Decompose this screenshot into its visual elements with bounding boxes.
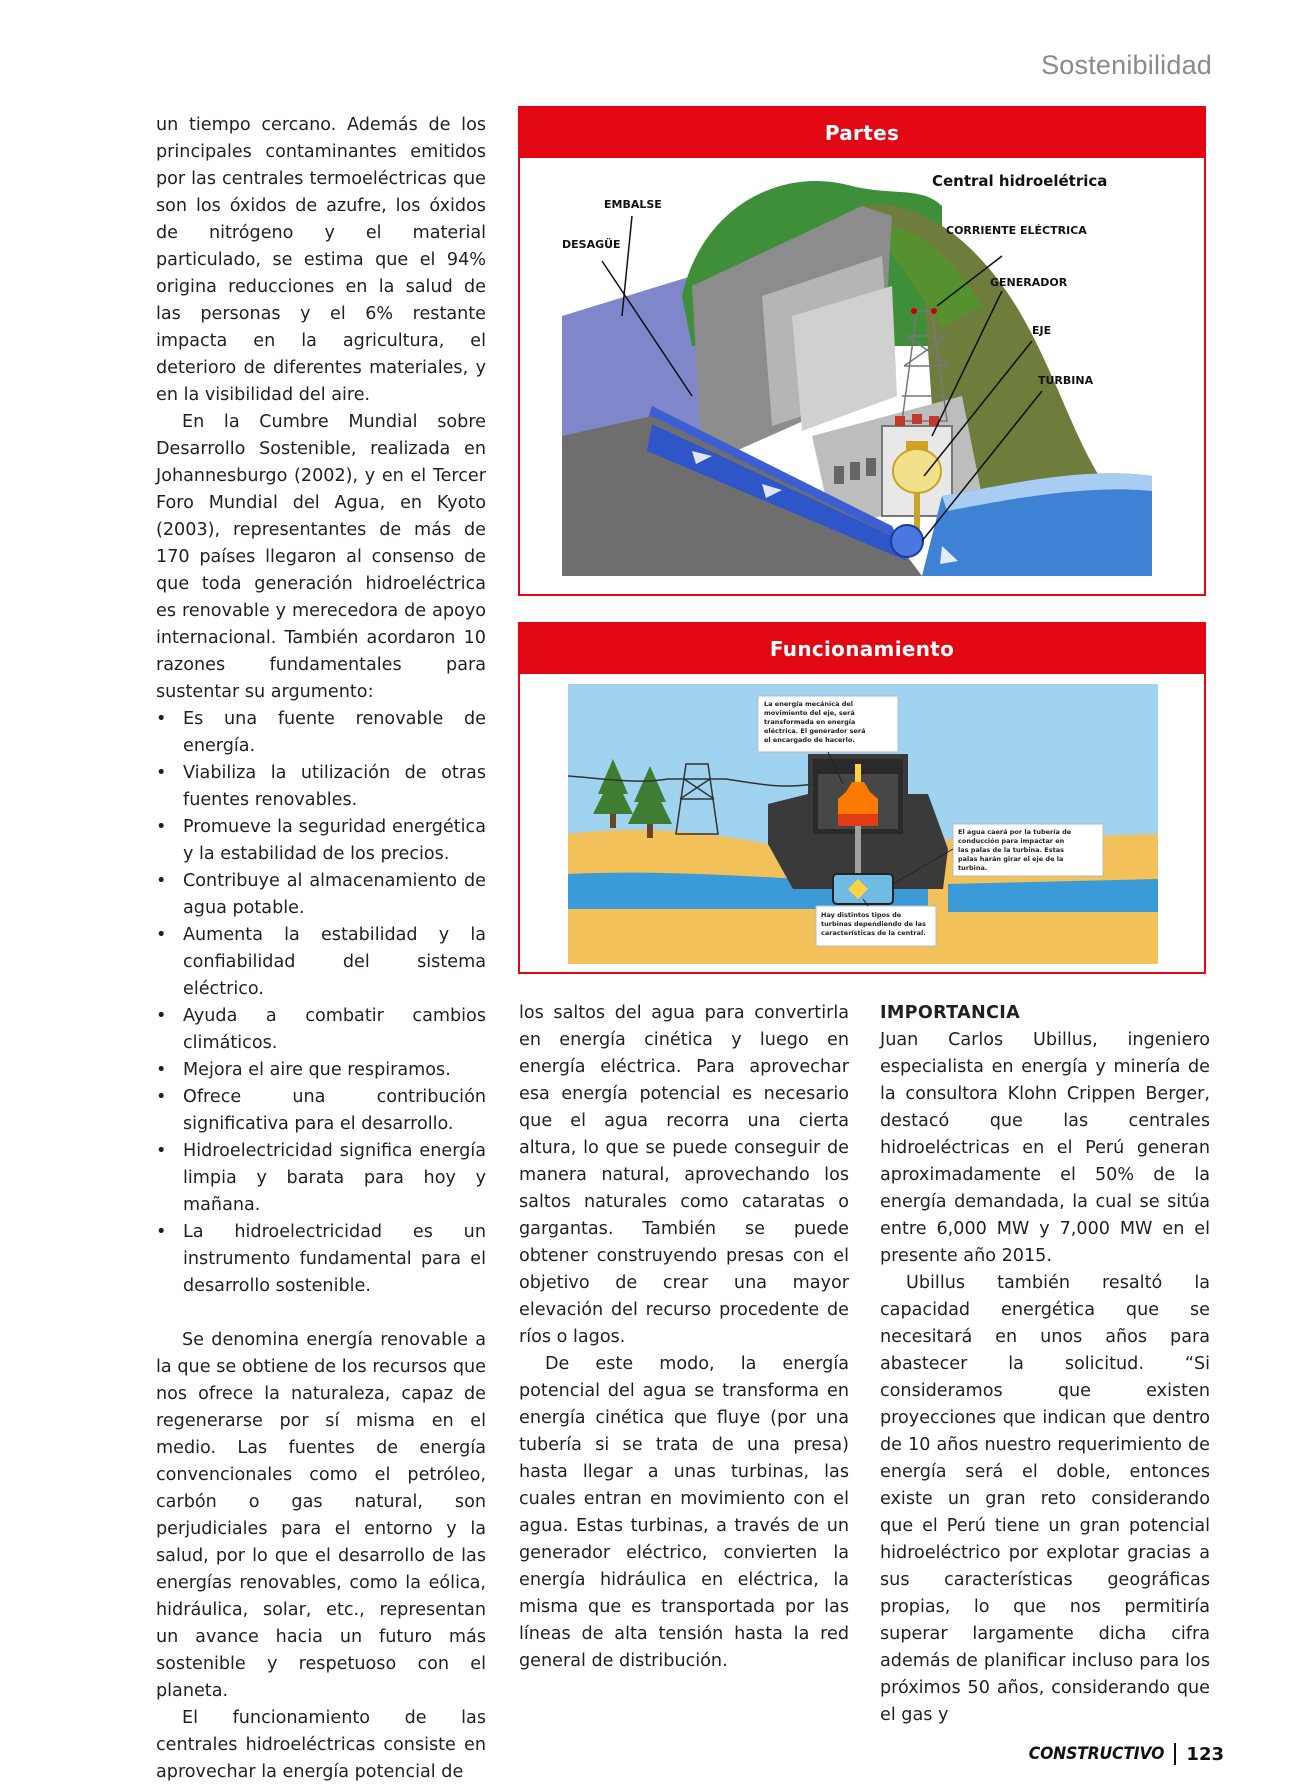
reasons-list: [156, 706, 486, 1300]
reason-item: • Mejora el aire que respiramos.: [156, 1057, 486, 1084]
reason-item: • Viabiliza la utilización de otras fuentes renovables.: [156, 760, 486, 814]
hydroelectric-plant-illustration: [562, 166, 1152, 588]
note-water: El agua caerá por la tubería de conducción para impactar en las palas de la turbina. Estas palas harán girar el eje de la turbina.: [958, 828, 1072, 872]
reason-item: • Promueve la seguridad energética y la estabilidad de los precios.: [156, 814, 486, 868]
reason-item: • Ofrece una contribución significativa para el desarrollo.: [156, 1084, 486, 1138]
col3-paragraph-1: Juan Carlos Ubillus, ingeniero especialista en energía y minería de la consultora Klohn Crippen Berger, destacó que las centrales hidroeléctricas en el Perú generan aproximadamente el 50% de la energía demandada, la cual se sitúa entre 6,000 MW y 7,000 MW en el presente año 2015.: [880, 1030, 1210, 1266]
label-turbina: TURBINA: [1038, 374, 1094, 387]
reason-item: • Ayuda a combatir cambios climáticos.: [156, 1003, 486, 1057]
col1-paragraph-1: un tiempo cercano. Además de los principales contaminantes emitidos por las centrales termoeléctricas que son los óxidos de azufre, los óxidos de nitrógeno y el material particulado, se estima que el 94% origina reducciones en la salud de las personas y el 6% restante impacta en la agricultura, el deterioro de diferentes materiales, y en la visibilidad del aire.: [156, 115, 486, 405]
reason-item: • Es una fuente renovable de energía.: [156, 706, 486, 760]
reason-item: • Aumenta la estabilidad y la confiabilidad del sistema eléctrico.: [156, 922, 486, 1003]
col1-paragraph-4: El funcionamiento de las centrales hidroeléctricas consiste en aprovechar la energía potencial de: [156, 1708, 486, 1782]
label-embalse: EMBALSE: [604, 198, 662, 211]
col1-paragraph-3: Se denomina energía renovable a la que se obtiene de los recursos que nos ofrece la naturaleza, capaz de regenerarse por sí misma en el medio. Las fuentes de energía convencionales como el petróleo, carbón o gas natural, son perjudiciales para el entorno y la salud, por lo que el desarrollo de las energías renovables, como la eólica, hidráulica, solar, etc., representan un avance hacia un futuro más sostenible y respetuoso con el planeta.: [156, 1330, 486, 1701]
page-footer: [1017, 1742, 1224, 1766]
label-desague: DESAGÜE: [562, 238, 621, 251]
note-turbines: Hay distintos tipos de turbinas dependiendo de las características de la central.: [821, 911, 926, 937]
reason-item: • La hidroelectricidad es un instrumento fundamental para el desarrollo sostenible.: [156, 1219, 486, 1300]
hydro-operation-illustration: [568, 684, 1158, 964]
label-eje: EJE: [1032, 324, 1052, 337]
page-number: 123: [1186, 1743, 1224, 1765]
col3-paragraph-2: Ubillus también resaltó la capacidad energética que se necesitará en unos años para abastecer la solicitud. “Si consideramos que existen proyecciones que indican que dentro de 10 años nuestro requerimiento de energía será el doble, entonces existe un gran reto considerando que el Perú tiene un gran potencial hidroeléctrico por explotar gracias a sus características geográficas propias, lo que nos permitiría superar largamente dicha cifra además de planificar incluso para los próximos 50 años, considerando que el gas y: [880, 1273, 1210, 1725]
column-3: [880, 1000, 1210, 1729]
reason-item: • Contribuye al almacenamiento de agua potable.: [156, 868, 486, 922]
col2-paragraph-2: De este modo, la energía potencial del agua se transforma en energía cinética que fluye (por una tubería si se trata de una presa) hasta llegar a unas turbinas, las cuales entran en movimiento con el agua. Estas turbinas, a través de un generador eléctrico, convierten la energía hidráulica en eléctrica, la misma que es transportada por las líneas de alta tensión hasta la red general de distribución.: [519, 1354, 849, 1671]
column-2: [519, 1000, 849, 1675]
diagram-title: Central hidroelétrica: [932, 172, 1108, 190]
section-label: Sostenibilidad: [1041, 50, 1212, 80]
figure-partes: [518, 106, 1206, 596]
label-generador: GENERADOR: [990, 276, 1068, 289]
footer-divider: [1174, 1743, 1176, 1765]
reason-item: • Hidroelectricidad significa energía limpia y barata para hoy y mañana.: [156, 1138, 486, 1219]
importancia-heading: IMPORTANCIA: [880, 1003, 1021, 1023]
col2-paragraph-1: los saltos del agua para convertirla en energía cinética y luego en energía eléctrica. Para aprovechar esa energía potencial es necesario que el agua recorra una cierta altura, lo que se puede conseguir de manera natural, aprovechando los saltos naturales como cataratas o gargantas. También se puede obtener construyendo presas con el objetivo de crear una mayor elevación del recurso procedente de ríos o lagos.: [519, 1003, 849, 1347]
note-generator: La energía mecánica del movimiento del eje, será transformada en energía eléctrica. El generador será el encargado de hacerlo.: [764, 700, 866, 744]
col1-paragraph-2: En la Cumbre Mundial sobre Desarrollo Sostenible, realizada en Johannesburgo (2002), y en el Tercer Foro Mundial del Agua, en Kyoto (2003), representantes de más de 170 países llegaron al consenso de que toda generación hidroeléctrica es renovable y merecedora de apoyo internacional. También acordaron 10 razones fundamentales para sustentar su argumento:: [156, 412, 486, 702]
figure-funcionamiento-title: Funcionamiento: [520, 624, 1204, 674]
column-1: [156, 112, 486, 1786]
figure-funcionamiento: [518, 622, 1206, 974]
label-corriente-electrica: CORRIENTE ELÉCTRICA: [946, 224, 1087, 237]
magazine-brand: CONSTRUCTIVO: [1028, 1744, 1165, 1764]
figure-partes-title: Partes: [520, 108, 1204, 158]
